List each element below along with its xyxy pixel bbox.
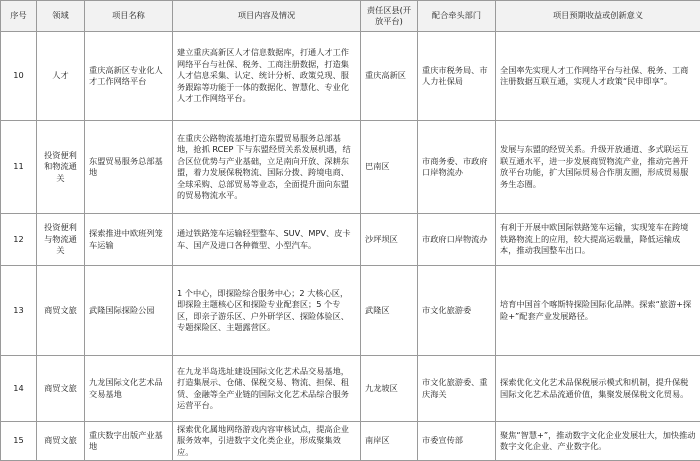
cell-no: 10: [1, 32, 37, 121]
cell-dept: 市政府口岸物流办: [418, 214, 496, 266]
cell-district: 南岸区: [361, 422, 418, 461]
table-row: [1, 422, 700, 461]
cell-field: 商贸文旅: [37, 356, 85, 422]
cell-name: 武隆国际探险公园: [85, 266, 173, 356]
cell-no: 14: [1, 356, 37, 422]
table-row: [1, 266, 700, 356]
header-field: 领域: [37, 1, 85, 32]
cell-content: 通过铁路笼车运输轻型整车、SUV、MPV、皮卡车、国产及进口各种微型、小型汽车。: [173, 214, 361, 266]
table-row: [1, 356, 700, 422]
cell-dept: 市文化旅游委、重庆海关: [418, 356, 496, 422]
cell-no: 11: [1, 121, 37, 214]
cell-district: 巴南区: [361, 121, 418, 214]
cell-benefit: 全国率先实现人才工作网络平台与社保、税务、工商注册数据互联互通，实现人才政策“民申即享”。: [496, 32, 700, 121]
header-no: 序号: [1, 1, 37, 32]
header-content: 项目内容及情况: [173, 1, 361, 32]
cell-dept: 市文化旅游委: [418, 266, 496, 356]
cell-content: 建立重庆高新区人才信息数据库，打通人才工作网络平台与社保、税务、工商注册数据，打造集人才信息采集、认定、统计分析、政策兑现、服务跟踪等功能于一体的数据化、智慧化、专业化人才工作网络平台。: [173, 32, 361, 121]
header-benefit: 项目预期收益或创新意义: [496, 1, 700, 32]
cell-district: 重庆高新区: [361, 32, 418, 121]
header-district: 责任区县(开放平台): [361, 1, 418, 32]
cell-name: 探索推进中欧班列笼车运输: [85, 214, 173, 266]
cell-field: 商贸文旅: [37, 422, 85, 461]
table-row: [1, 214, 700, 266]
cell-content: 1 个中心，即探险综合服务中心；2 大核心区，即探险主题核心区和探险专业配套区；5 个专区，即亲子游乐区、户外研学区、探险体验区、专题探险区、主题露营区。: [173, 266, 361, 356]
cell-name: 东盟贸易服务总部基地: [85, 121, 173, 214]
cell-content: 在九龙半岛选址建设国际文化艺术品交易基地，打造集展示、仓储、保税交易、物流、担保、租赁、金融等全产业链的国际文化艺术品综合服务运营平台。: [173, 356, 361, 422]
cell-no: 13: [1, 266, 37, 356]
cell-content: 探索优化属地网络游戏内容审核试点，提高企业服务效率，引进数字文化类企业，形成聚集效应。: [173, 422, 361, 461]
table-row: [1, 32, 700, 121]
cell-dept: 重庆市税务局、市人力社保局: [418, 32, 496, 121]
cell-field: 人才: [37, 32, 85, 121]
cell-district: 九龙坡区: [361, 356, 418, 422]
cell-content: 在重庆公路物流基地打造东盟贸易服务总部基地，抢抓 RCEP 下与东盟经贸关系发展机遇，结合区位优势与产业基础，立足南向开放、深耕东盟，着力发展保税物流、国际分拨、跨境电商、全球采购、总部贸易等业态，全面提升面向东盟的贸易物流水平。: [173, 121, 361, 214]
cell-no: 15: [1, 422, 37, 461]
cell-name: 九龙国际文化艺术品交易基地: [85, 356, 173, 422]
cell-field: 商贸文旅: [37, 266, 85, 356]
cell-field: 投资便利和物流通关: [37, 121, 85, 214]
cell-benefit: 发展与东盟的经贸关系。升级开放通道、多式联运互联互通水平，进一步发展商贸物流产业，推动完善开放平台功能，扩大国际贸易合作朋友圈，形成贸易服务生态圈。: [496, 121, 700, 214]
cell-name: 重庆高新区专业化人才工作网络平台: [85, 32, 173, 121]
cell-field: 投资便利与物流通关: [37, 214, 85, 266]
cell-district: 武隆区: [361, 266, 418, 356]
cell-benefit: 有利于开展中欧国际铁路笼车运输，实现笼车在跨境铁路物流上的应用，较大提高运载量，降低运输成本，推动我国整车出口。: [496, 214, 700, 266]
cell-name: 重庆数字出版产业基地: [85, 422, 173, 461]
cell-benefit: 聚焦“智慧+”，推动数字文化企业发展壮大，加快推动数字文化企业、产业数字化。: [496, 422, 700, 461]
cell-benefit: 探索优化文化艺术品保税展示模式和机制，提升保税国际文化艺术品流通价值，集聚发展保税文化贸易。: [496, 356, 700, 422]
table-row: [1, 121, 700, 214]
cell-dept: 市商务委、市政府口岸物流办: [418, 121, 496, 214]
header-name: 项目名称: [85, 1, 173, 32]
cell-dept: 市委宣传部: [418, 422, 496, 461]
header-row: [1, 1, 700, 32]
cell-no: 12: [1, 214, 37, 266]
cell-benefit: 培育中国首个喀斯特探险国际化品牌。探索“旅游+探险+”配套产业发展路径。: [496, 266, 700, 356]
cell-district: 沙坪坝区: [361, 214, 418, 266]
header-dept: 配合牵头部门: [418, 1, 496, 32]
